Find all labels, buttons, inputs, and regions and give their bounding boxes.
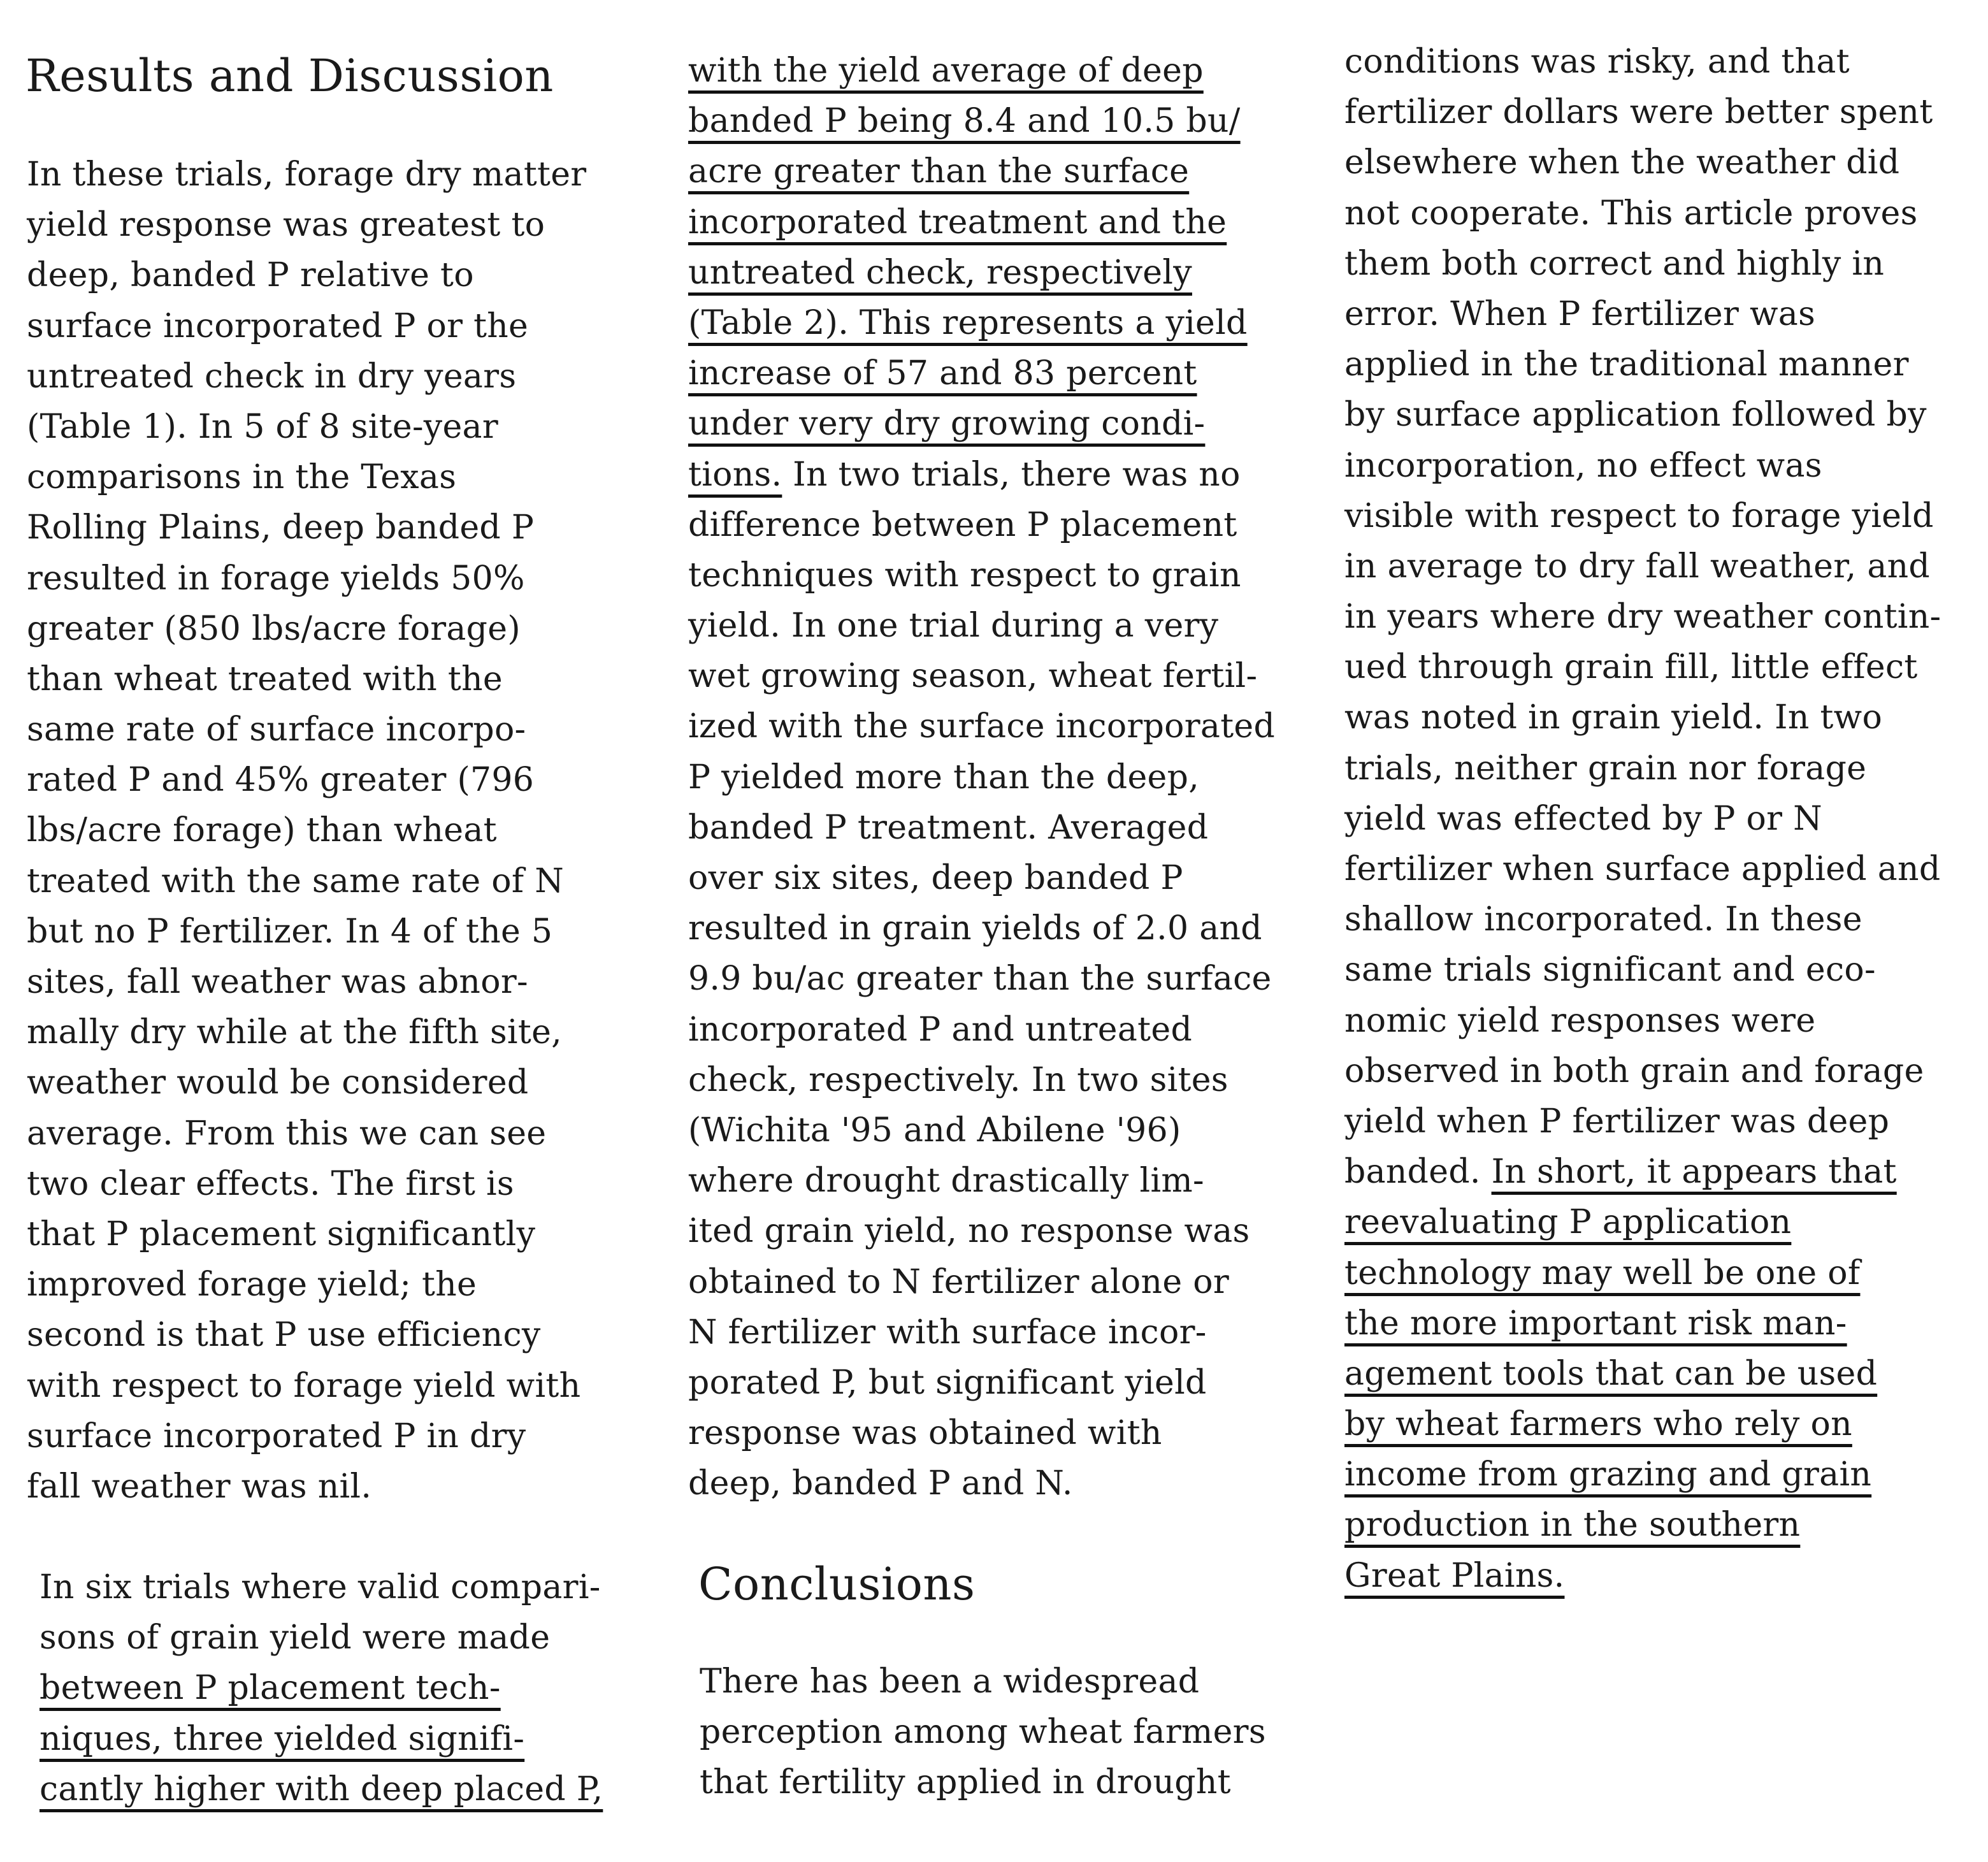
text-line ul: [40, 1663, 603, 1714]
text-line: over six sites, deep banded P: [688, 859, 1183, 897]
text-line: fertilizer dollars were better spent: [1344, 93, 1933, 132]
text-line: [40, 1714, 603, 1765]
text-line: [1344, 1248, 1941, 1299]
text-line: [1344, 1349, 1941, 1399]
text-line: trials, neither grain nor forage: [1344, 749, 1867, 788]
text-line: techniques with respect to grain: [688, 556, 1241, 595]
text-line: yield when P fertilizer was deep: [1344, 1102, 1890, 1141]
underlined-text: by wheat farmers who rely on: [1344, 1405, 1852, 1444]
results-paragraph-1: [27, 150, 586, 1512]
text-line: N fertilizer with surface incor-: [688, 1313, 1207, 1352]
text-line: same rate of surface incorpo-: [27, 711, 526, 749]
text-line: fall weather was nil.: [27, 1467, 372, 1506]
underlined-text: between P placement tech-: [40, 1669, 501, 1708]
text-line: surface incorporated P in dry: [27, 1417, 526, 1455]
text-line: ued through grain fill, little effect: [1344, 648, 1918, 687]
text-line: by surface application followed by: [1344, 396, 1927, 435]
text-line: surface incorporated P or the: [27, 307, 529, 345]
text-line: [688, 248, 1275, 298]
underlined-text: income from grazing and grain: [1344, 1455, 1872, 1494]
text-line: where drought drastically lim-: [688, 1162, 1204, 1201]
text-line: [40, 1765, 603, 1815]
text-line: ited grain yield, no response was: [688, 1212, 1250, 1251]
text-line: with respect to forage yield with: [27, 1366, 581, 1405]
underlined-text: Great Plains.: [1344, 1556, 1565, 1595]
text-line: porated P, but significant yield: [688, 1363, 1207, 1402]
underlined-text: (Table 2). This represents a yield: [688, 303, 1248, 342]
text-line: There has been a widespread: [700, 1663, 1200, 1701]
text-line: incorporated P and untreated: [688, 1010, 1193, 1049]
underlined-text: increase of 57 and 83 percent: [688, 354, 1197, 393]
text-line: [688, 349, 1275, 399]
text-line: that P placement significantly: [27, 1215, 536, 1253]
text-line: wet growing season, wheat fertil-: [688, 657, 1258, 696]
text-line: In six trials where valid compari-: [40, 1568, 601, 1606]
underlined-text: under very dry growing condi-: [688, 405, 1206, 444]
underlined-text: the more important risk man-: [1344, 1304, 1847, 1343]
text-line: than wheat treated with the: [27, 660, 503, 698]
text-line: nomic yield responses were: [1344, 1001, 1816, 1040]
underlined-text: niques, three yielded signifi-: [40, 1719, 525, 1758]
text-line: [688, 147, 1275, 197]
text-line: [688, 298, 1275, 349]
text-line: in average to dry fall weather, and: [1344, 547, 1931, 586]
text-line: conditions was risky, and that: [1344, 43, 1850, 81]
underlined-text: technology may well be one of: [1344, 1253, 1861, 1292]
text-line: yield was effected by P or N: [1344, 799, 1822, 838]
text-line: resulted in grain yields of 2.0 and: [688, 909, 1262, 948]
text-line: yield response was greatest to: [27, 206, 545, 245]
text-fragment: In two trials, there was no: [782, 455, 1241, 494]
underlined-text: production in the southern: [1344, 1506, 1801, 1545]
text-line: weather would be considered: [27, 1064, 529, 1102]
text-line: response was obtained with: [688, 1414, 1162, 1453]
text-line: [688, 198, 1275, 248]
text-line: observed in both grain and forage: [1344, 1051, 1924, 1090]
text-line: shallow incorporated. In these: [1344, 900, 1862, 939]
text-line: [1344, 1500, 1941, 1550]
text-line: them both correct and highly in: [1344, 244, 1885, 283]
results-paragraph-2: [40, 1562, 603, 1815]
underlined-text: acre greater than the surface: [688, 152, 1190, 191]
text-line: resulted in forage yields 50%: [27, 559, 525, 598]
text-line: second is that P use efficiency: [27, 1316, 541, 1355]
underlined-text: cantly higher with deep placed P,: [40, 1770, 603, 1808]
text-line: [688, 96, 1275, 147]
section-heading-conclusions: Conclusions: [698, 1558, 976, 1610]
text-line: incorporation, no effect was: [1344, 446, 1822, 485]
conclusions-paragraph: [700, 1657, 1266, 1808]
text-line: [1344, 1399, 1941, 1450]
text-line: fertilizer when surface applied and: [1344, 850, 1941, 888]
underlined-text: agement tools that can be used: [1344, 1354, 1878, 1393]
underlined-text: In short, it appears that: [1491, 1153, 1897, 1192]
text-line: untreated check in dry years: [27, 357, 517, 396]
results-paragraph-continued: [688, 46, 1275, 1509]
text-line: mally dry while at the fifth site,: [27, 1013, 562, 1052]
text-line: (Table 1). In 5 of 8 site-year: [27, 407, 499, 446]
text-line: same trials significant and eco-: [1344, 951, 1876, 990]
text-line: but no P fertilizer. In 4 of the 5: [27, 912, 553, 951]
underlined-text: incorporated treatment and the: [688, 203, 1227, 242]
underlined-text: banded P being 8.4 and 10.5 bu/: [688, 102, 1241, 141]
text-line: deep, banded P and N.: [688, 1464, 1073, 1503]
text-line: [1344, 1299, 1941, 1349]
section-heading-results: Results and Discussion: [25, 50, 554, 102]
text-line: error. When P fertilizer was: [1344, 294, 1816, 333]
text-line: comparisons in the Texas: [27, 458, 457, 497]
text-line: visible with respect to forage yield: [1344, 496, 1934, 535]
underlined-text: with the yield average of deep: [688, 52, 1204, 90]
text-line: elsewhere when the weather did: [1344, 143, 1900, 182]
underlined-text: reevaluating P application: [1344, 1203, 1792, 1242]
text-line: [688, 46, 1275, 96]
text-line: banded P treatment. Averaged: [688, 808, 1209, 847]
text-line: difference between P placement: [688, 505, 1237, 544]
text-line: deep, banded P relative to: [27, 256, 474, 295]
text-line: lbs/acre forage) than wheat: [27, 811, 497, 850]
text-line: [1344, 1450, 1941, 1500]
text-line: improved forage yield; the: [27, 1266, 477, 1304]
underlined-text: tions.: [688, 455, 782, 494]
text-line: Rolling Plains, deep banded P: [27, 509, 535, 547]
text-line: applied in the traditional manner: [1344, 345, 1909, 384]
text-line: P yielded more than the deep,: [688, 758, 1200, 797]
text-line: in years where dry weather contin-: [1344, 598, 1941, 637]
conclusions-paragraph-continued: [1344, 37, 1941, 1601]
text-line: [1344, 1197, 1941, 1248]
text-line: ized with the surface incorporated: [688, 707, 1276, 746]
text-line: [1344, 1551, 1941, 1601]
text-line: obtained to N fertilizer alone or: [688, 1262, 1229, 1301]
text-line: was noted in grain yield. In two: [1344, 698, 1883, 737]
text-line: In these trials, forage dry matter: [27, 155, 587, 194]
text-fragment: banded.: [1344, 1153, 1492, 1192]
text-line: two clear effects. The first is: [27, 1164, 514, 1203]
text-line: [688, 399, 1275, 449]
text-line: that fertility applied in drought: [700, 1763, 1231, 1802]
text-line: average. From this we can see: [27, 1114, 547, 1153]
text-line: not cooperate. This article proves: [1344, 194, 1918, 233]
text-line: sons of grain yield were made: [40, 1619, 551, 1657]
text-line: [1344, 1147, 1941, 1197]
text-line: check, respectively. In two sites: [688, 1060, 1228, 1099]
text-line: yield. In one trial during a very: [688, 607, 1219, 646]
text-line: treated with the same rate of N: [27, 862, 565, 900]
text-line: 9.9 bu/ac greater than the surface: [688, 960, 1272, 999]
text-line: sites, fall weather was abnor-: [27, 963, 528, 1001]
text-line: greater (850 lbs/acre forage): [27, 609, 521, 648]
text-line: (Wichita '95 and Abilene '96): [688, 1111, 1181, 1150]
text-line: rated P and 45% greater (796: [27, 761, 535, 800]
text-line: [688, 450, 1275, 500]
text-line: perception among wheat farmers: [700, 1713, 1266, 1752]
underlined-text: untreated check, respectively: [688, 253, 1192, 292]
